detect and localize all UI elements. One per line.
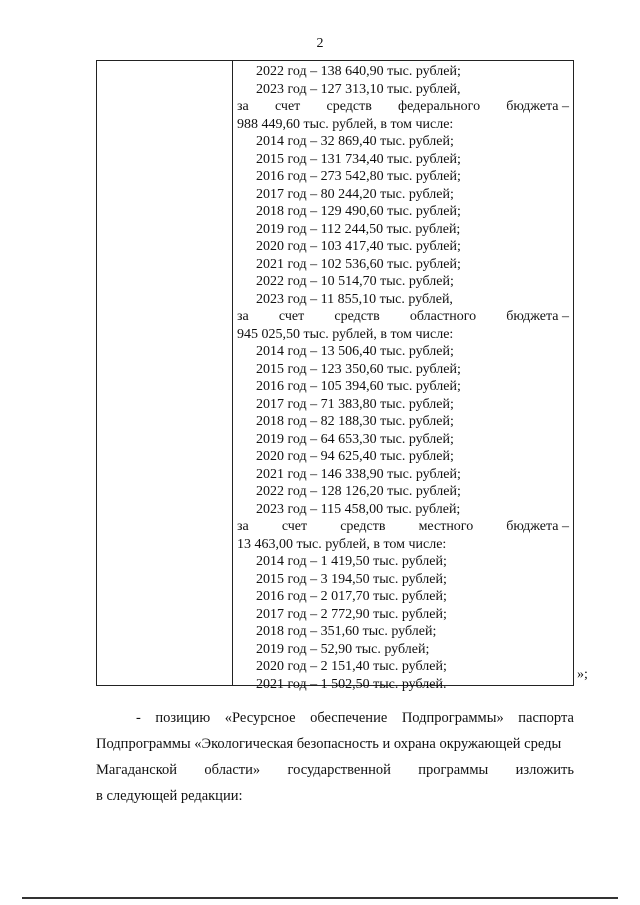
year-amount-line: 2018 год – 82 188,30 тыс. рублей; [256,414,454,429]
year-amount-line: 2014 год – 32 869,40 тыс. рублей; [256,134,454,149]
funding-source-line [237,518,569,536]
year-amount-line: 2023 год – 115 458,00 тыс. рублей; [256,501,461,517]
year-amount-line: 2023 год – 127 313,10 тыс. рублей, [256,81,461,97]
paragraph-line-1 [96,705,574,731]
year-amount-line: 2019 год – 64 653,30 тыс. рублей; [256,431,454,447]
funding-source-word: бюджета – [506,99,569,114]
year-amount-line: 2014 год – 13 506,40 тыс. рублей; [256,344,454,359]
table-column-divider [232,61,233,685]
funding-source-word: бюджета – [506,519,569,534]
paragraph-word: области» [204,762,261,778]
funding-source-word: областного [409,309,477,324]
year-amount-line: 2020 год – 94 625,40 тыс. рублей; [256,449,454,464]
funding-source-word: за [237,519,249,534]
paragraph-word: «Ресурсное [224,710,296,726]
table-content-cell [237,63,569,693]
paragraph-word: государственной [287,762,391,778]
year-amount-line: 2021 год – 102 536,60 тыс. рублей; [256,256,461,272]
paragraph-word: паспорта [518,710,574,726]
paragraph-word: обеспечение [310,710,388,726]
funding-source-word: средств [334,309,380,324]
total-amount-line: 945 025,50 тыс. рублей, в том числе: [237,326,454,342]
funding-source-word: за [237,309,249,324]
year-amount-line: 2016 год – 105 394,60 тыс. рублей; [256,379,461,394]
paragraph-line-2: Подпрограммы «Экологическая безопасность и охрана окружающей среды [96,736,562,752]
funding-source-word: бюджета – [506,309,569,324]
year-amount-line: 2016 год – 273 542,80 тыс. рублей; [256,169,461,184]
funding-source-word: за [237,99,249,114]
paragraph-word: позицию [155,710,211,726]
year-amount-line: 2018 год – 351,60 тыс. рублей; [256,624,437,639]
year-amount-line: 2019 год – 112 244,50 тыс. рублей; [256,221,461,237]
paragraph-word: Подпрограммы» [401,710,504,726]
funding-source-word: счет [278,309,305,324]
year-amount-line: 2018 год – 129 490,60 тыс. рублей; [256,204,461,219]
page-number: 2 [316,36,324,51]
year-amount-line: 2022 год – 10 514,70 тыс. рублей; [256,274,454,289]
year-amount-line: 2023 год – 11 855,10 тыс. рублей, [256,291,453,307]
year-amount-line: 2015 год – 131 734,40 тыс. рублей; [256,151,461,167]
year-amount-line: 2017 год – 71 383,80 тыс. рублей; [256,396,454,412]
year-amount-line: 2017 год – 80 244,20 тыс. рублей; [256,186,454,202]
funding-source-word: счет [281,519,308,534]
year-amount-line: 2016 год – 2 017,70 тыс. рублей; [256,589,447,604]
funding-source-word: местного [418,519,474,534]
year-amount-line: 2022 год – 128 126,20 тыс. рублей; [256,484,461,499]
paragraph-line-4: в следующей редакции: [96,788,243,804]
funding-source-line [237,98,569,116]
year-amount-line: 2021 год – 1 502,50 тыс. рублей. [256,676,447,692]
total-amount-line: 13 463,00 тыс. рублей, в том числе: [237,536,447,552]
bottom-scan-rule [22,897,618,899]
year-amount-line: 2022 год – 138 640,90 тыс. рублей; [256,64,461,79]
funding-source-word: счет [274,99,301,114]
funding-source-word: средств [340,519,386,534]
year-amount-line: 2015 год – 3 194,50 тыс. рублей; [256,571,447,587]
amendment-paragraph [96,705,574,809]
paragraph-word: изложить [515,762,574,778]
paragraph-word: Магаданской [96,762,178,778]
year-amount-line: 2014 год – 1 419,50 тыс. рублей; [256,554,447,569]
year-amount-line: 2020 год – 103 417,40 тыс. рублей; [256,239,461,254]
funding-source-word: федерального [398,99,481,114]
year-amount-line: 2015 год – 123 350,60 тыс. рублей; [256,361,461,377]
paragraph-word: программы [418,762,489,778]
paragraph-line-3 [96,757,574,783]
funding-source-word: средств [326,99,372,114]
funding-source-line [237,308,569,326]
year-amount-line: 2020 год – 2 151,40 тыс. рублей; [256,659,447,674]
year-amount-line: 2017 год – 2 772,90 тыс. рублей; [256,606,447,622]
closing-quote: »; [577,667,588,682]
paragraph-word: - [136,710,141,726]
total-amount-line: 988 449,60 тыс. рублей, в том числе: [237,116,454,132]
year-amount-line: 2019 год – 52,90 тыс. рублей; [256,641,430,657]
year-amount-line: 2021 год – 146 338,90 тыс. рублей; [256,466,461,482]
resource-table [96,60,574,692]
